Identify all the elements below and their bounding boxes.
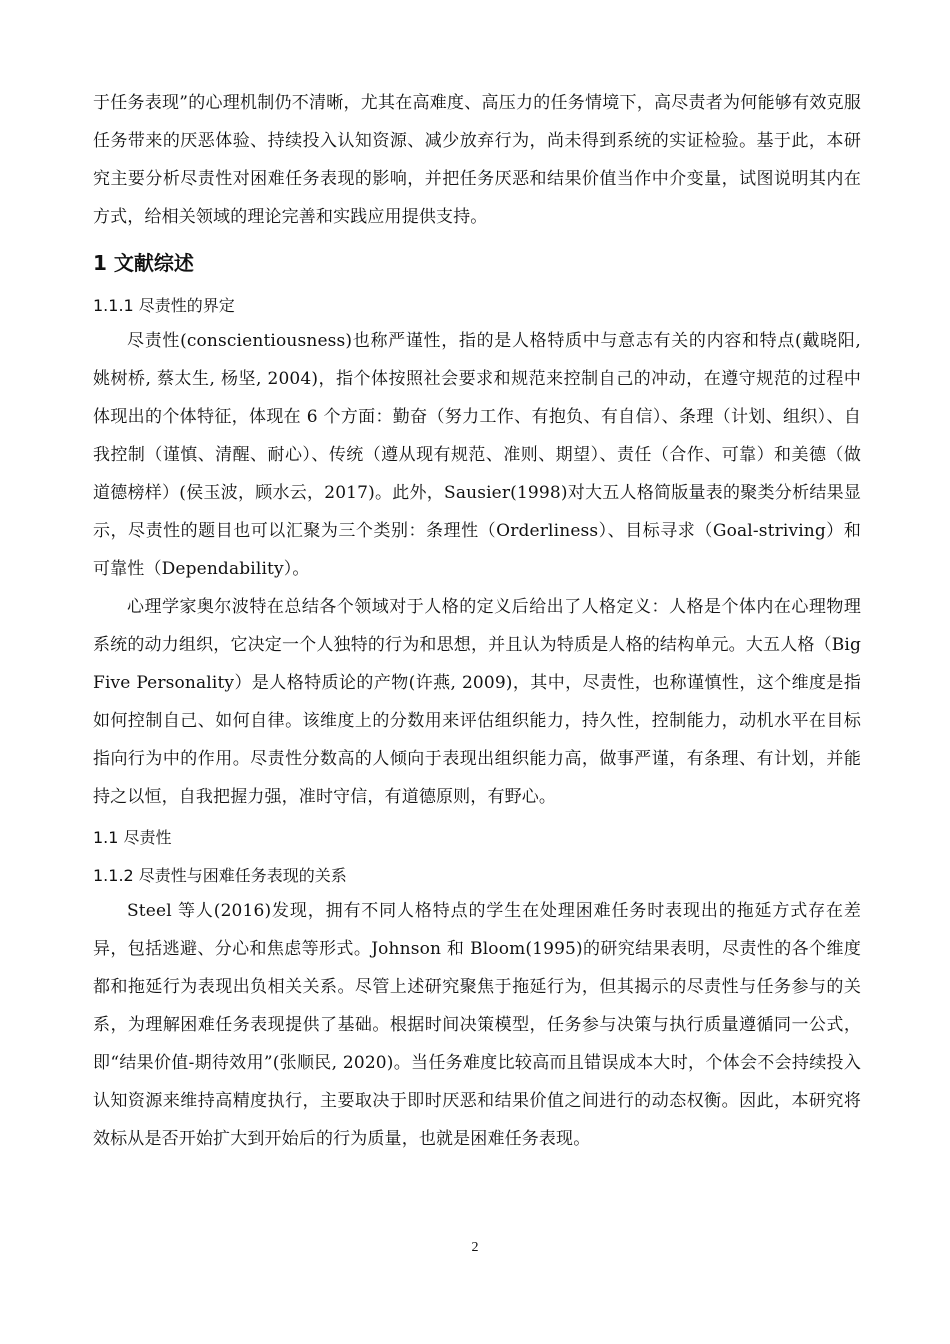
page-number: 2 — [471, 1240, 479, 1255]
relation-paragraph: Steel 等人(2016)发现，拥有不同人格特点的学生在处理困难任务时表现出的拖延方式存在差异，包括逃避、分心和焦虑等形式。Johnson 和 Bloom(1995)的研究结果表明，尽责性的各个维度都和拖延行为表现出负相关关系。尽管上述研究聚焦于拖延行为，但其揭示的尽责性与任务参与的关系，为理解困难任务表现提供了基础。根据时间决策模型，任务参与决策与执行质量遵循同一公式，即“结果价值-期待效用”(张顺民, 2020)。当任务难度比较高而且错误成本大时，个体会不会持续投入认知资源来维持高精度执行，主要取决于即时厌恶和结果价值之间进行的动态权衡。因此，本研究将效标从是否开始扩大到开始后的行为质量，也就是困难任务表现。 — [93, 901, 861, 1149]
document-page — [93, 84, 861, 1158]
subsection-heading-conscientiousness: 1.1 尽责性 — [93, 828, 172, 847]
personality-paragraph: 心理学家奥尔波特在总结各个领域对于人格的定义后给出了人格定义：人格是个体内在心理物理系统的动力组织，它决定一个人独特的行为和思想，并且认为特质是人格的结构单元。大五人格（Big Five Personality）是人格特质论的产物(许燕, 2009)，其中，尽责性，也称谨慎性，这个维度是指如何控制自己、如何自律。该维度上的分数用来评估组织能力，持久性，控制能力，动机水平在目标指向行为中的作用。尽责性分数高的人倾向于表现出组织能力高，做事严谨，有条理、有计划，并能持之以恒，自我把握力强，准时守信，有道德原则，有野心。 — [93, 597, 861, 807]
subsection-heading-definition: 1.1.1 尽责性的界定 — [93, 296, 235, 315]
intro-paragraph: 于任务表现”的心理机制仍不清晰，尤其在高难度、高压力的任务情境下，高尽责者为何能够有效克服任务带来的厌恶体验、持续投入认知资源、减少放弃行为，尚未得到系统的实证检验。基于此，本研究主要分析尽责性对困难任务表现的影响，并把任务厌恶和结果价值当作中介变量，试图说明其内在方式，给相关领域的理论完善和实践应用提供支持。 — [93, 93, 861, 227]
subsection-heading-relation: 1.1.2 尽责性与困难任务表现的关系 — [93, 866, 347, 885]
section-heading-literature-review: 1 文献综述 — [93, 251, 194, 275]
definition-paragraph: 尽责性(conscientiousness)也称严谨性，指的是人格特质中与意志有关的内容和特点(戴晓阳, 姚树桥, 蔡太生, 杨坚, 2004)，指个体按照社会要求和规范来控制自己的冲动，在遵守规范的过程中体现出的个体特征，体现在 6 个方面：勤奋（努力工作、有抱负、有自信）、条理（计划、组织）、自我控制（谨慎、清醒、耐心）、传统（遵从现有规范、准则、期望）、责任（合作、可靠）和美德（做道德榜样）(侯玉波，顾水云，2017)。此外，Sausier(1998)对大五人格简版量表的聚类分析结果显示，尽责性的题目也可以汇聚为三个类别：条理性（Orderliness）、目标寻求（Goal-striving）和可靠性（Dependability）。 — [93, 331, 861, 579]
